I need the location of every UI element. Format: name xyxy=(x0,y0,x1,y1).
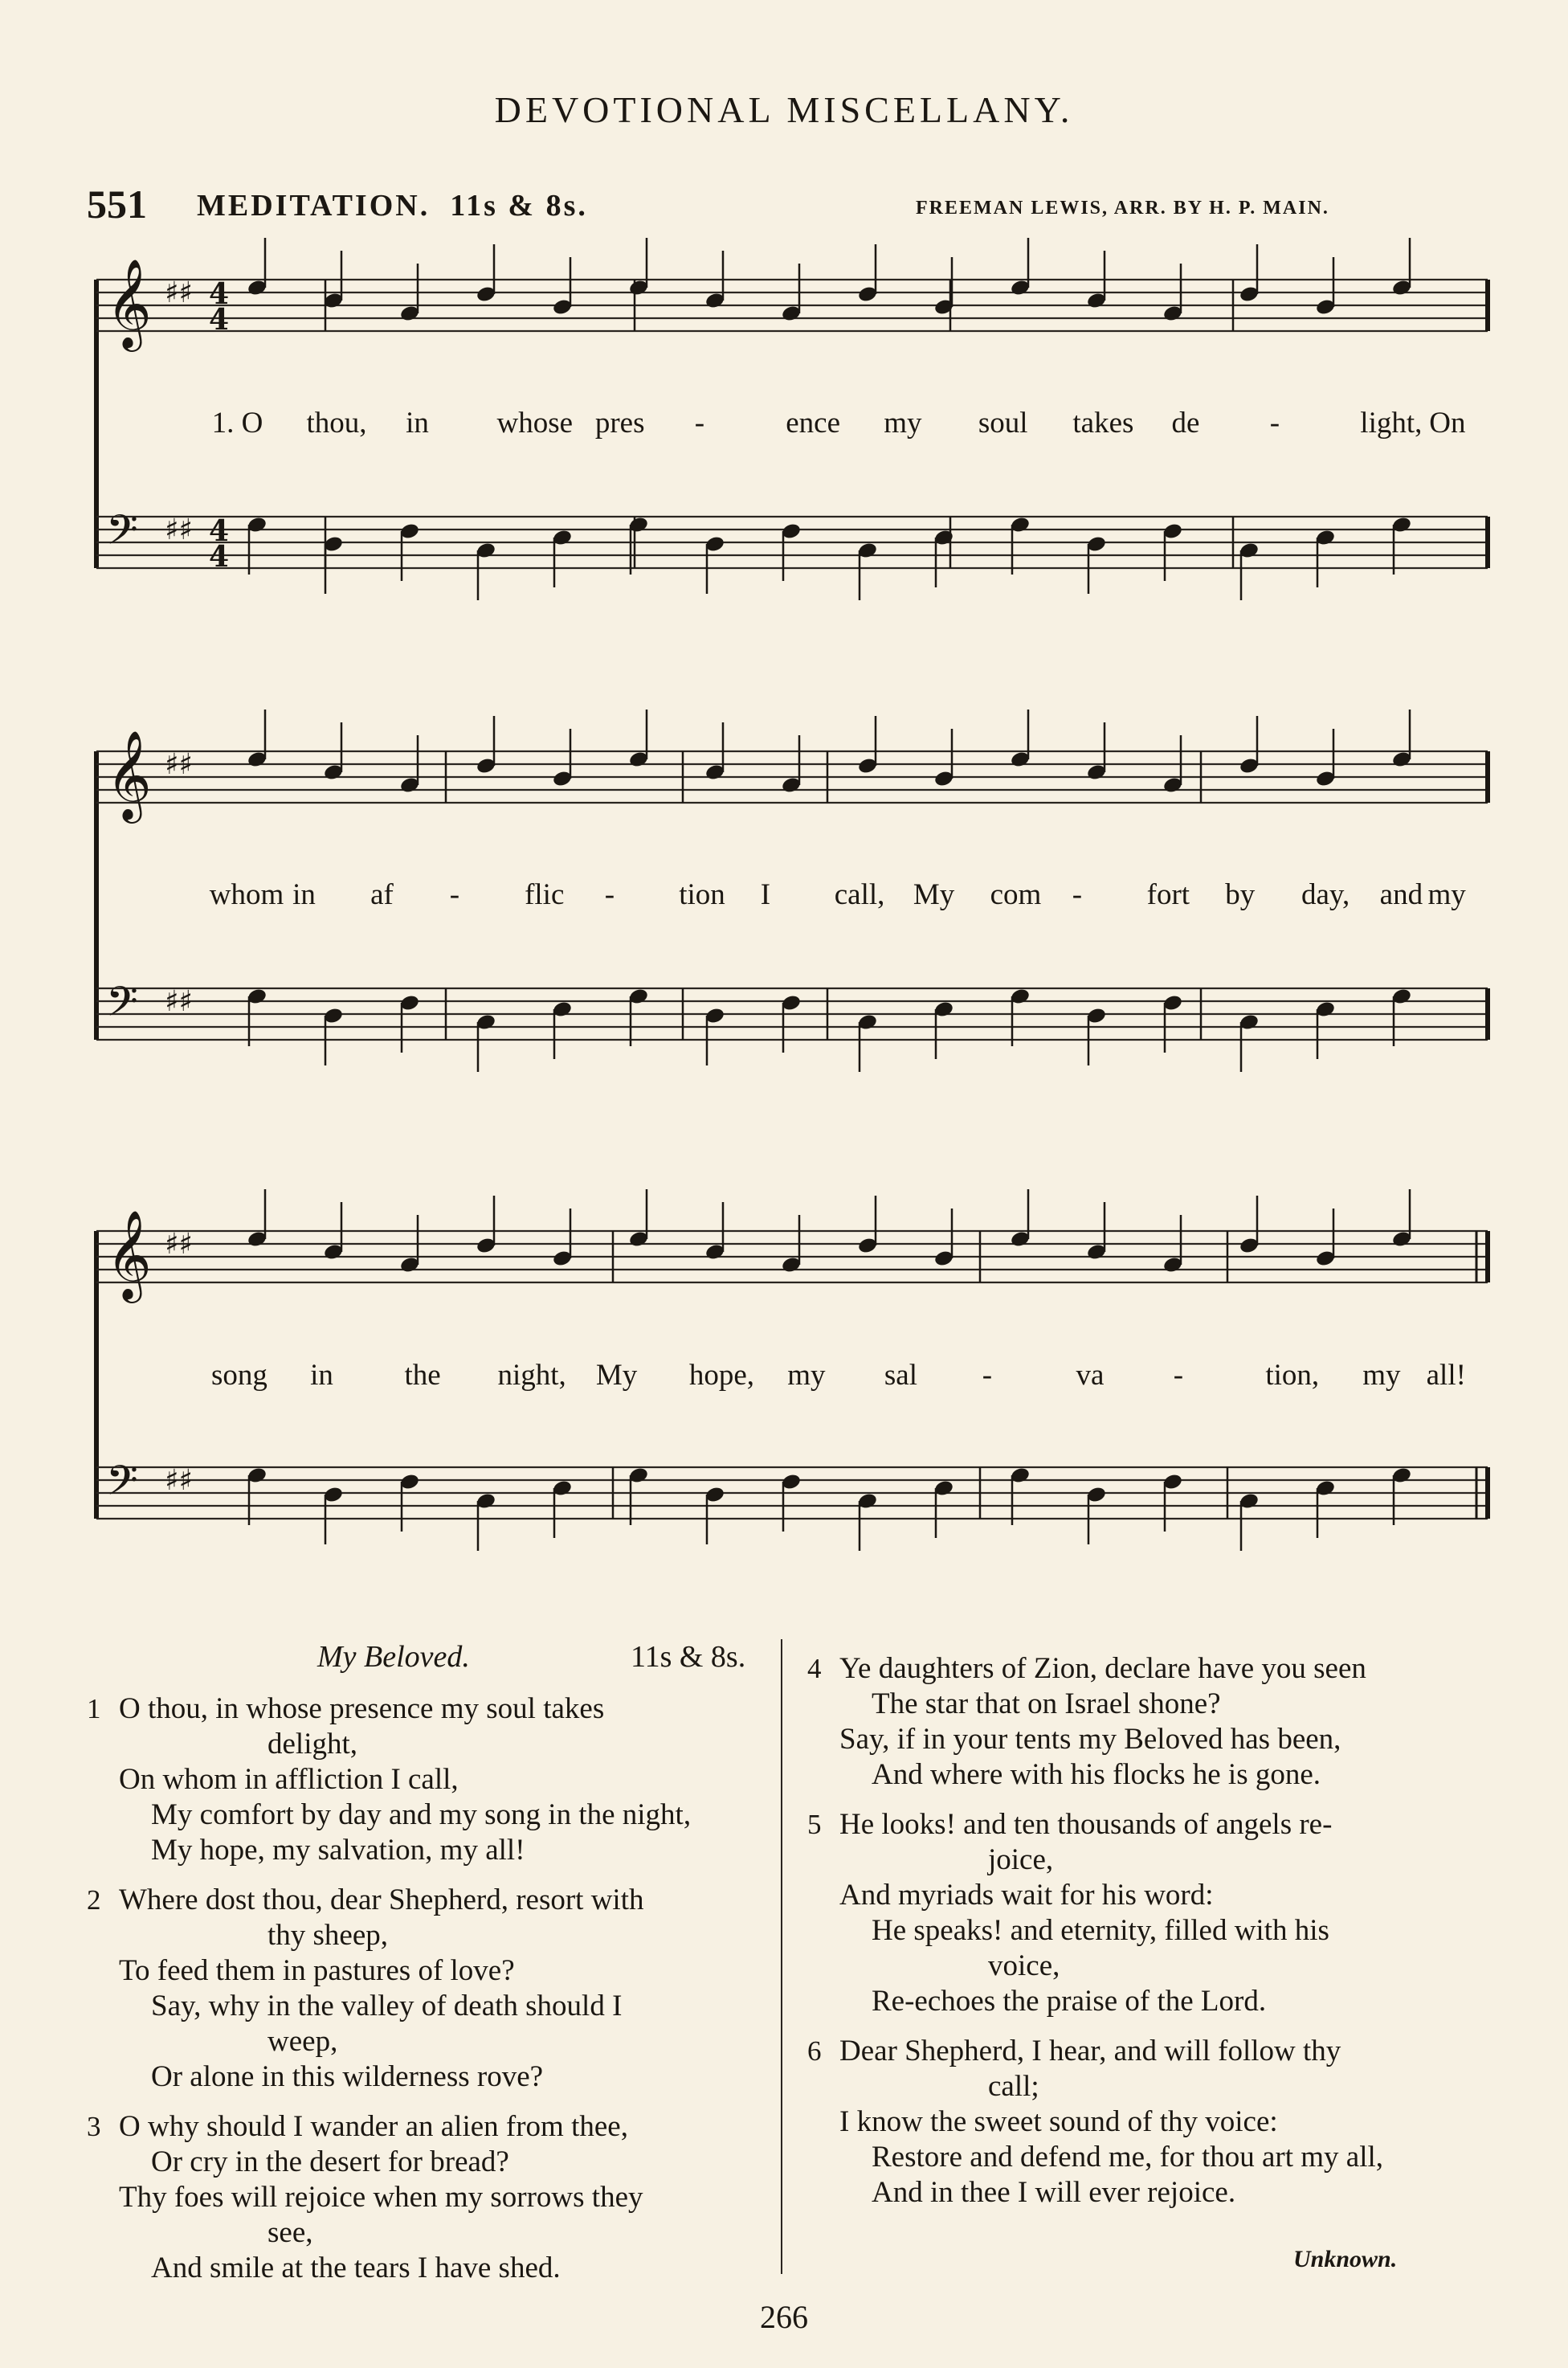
lyric-syllable: de xyxy=(1171,407,1200,440)
text-meter: 11s & 8s. xyxy=(631,1640,746,1674)
lyric-syllable: day, xyxy=(1301,878,1350,911)
verse-line: Dear Shepherd, I hear, and will follow thy xyxy=(839,2035,1341,2067)
verse-line: O thou, in whose presence my soul takes xyxy=(119,1692,605,1725)
lyric-syllable: sal xyxy=(884,1359,917,1392)
verse-line: And smile at the tears I have shed. xyxy=(151,2251,561,2284)
lyric-syllable: - xyxy=(1173,1359,1184,1392)
time-signature: 4 xyxy=(209,303,230,337)
lyric-syllable: my xyxy=(1427,878,1466,911)
bass-clef: 𝄢 xyxy=(106,1456,138,1515)
lyric-syllable: takes xyxy=(1072,407,1134,440)
time-signature: 4 xyxy=(209,277,230,311)
hymn-credit: FREEMAN LEWIS, ARR. BY H. P. MAIN. xyxy=(916,198,1329,219)
verse-line: Thy foes will rejoice when my sorrows they xyxy=(119,2181,643,2214)
lyric-syllable: fort xyxy=(1146,878,1190,911)
verse-line: I know the sweet sound of thy voice: xyxy=(839,2105,1278,2138)
verse-line: Say, if in your tents my Beloved has been, xyxy=(839,1723,1341,1756)
lyric-syllable: - xyxy=(449,878,460,911)
lyric-syllable: - xyxy=(982,1359,993,1392)
author-credit: Unknown. xyxy=(1293,2246,1398,2272)
key-signature: ♯♯ xyxy=(165,1228,193,1261)
verse-line: O why should I wander an alien from thee, xyxy=(119,2110,628,2143)
verse-number: 4 xyxy=(807,1653,822,1684)
bass-clef: 𝄢 xyxy=(106,505,138,564)
verse-line: My hope, my salvation, my all! xyxy=(151,1834,525,1867)
verse-line: On whom in affliction I call, xyxy=(119,1763,459,1796)
lyric-syllable: my xyxy=(787,1359,826,1392)
lyric-syllable: in xyxy=(292,878,316,911)
lyric-syllable: My xyxy=(913,878,955,911)
verse-number: 3 xyxy=(87,2111,101,2142)
time-signature: 4 xyxy=(209,540,230,574)
verse-number: 2 xyxy=(87,1884,101,1916)
lyric-syllable: by xyxy=(1225,878,1256,911)
lyric-syllable: my xyxy=(884,407,922,440)
verse-line: He looks! and ten thousands of angels re- xyxy=(839,1808,1333,1841)
key-signature: ♯♯ xyxy=(165,985,193,1018)
hymn-number: 551 xyxy=(87,182,147,227)
lyric-syllable: - xyxy=(694,407,705,440)
lyric-syllable: pres xyxy=(594,407,645,440)
verse-line: see, xyxy=(267,2216,313,2249)
lyric-syllable: ence xyxy=(786,407,841,440)
verse-line: To feed them in pastures of love? xyxy=(119,1954,515,1987)
verse-number: 1 xyxy=(87,1693,101,1724)
verse-line: thy sheep, xyxy=(267,1919,389,1952)
lyric-syllable: my xyxy=(1362,1359,1401,1392)
lyric-syllable: - xyxy=(604,878,615,911)
treble-clef: 𝄞 xyxy=(106,258,152,348)
bass-clef: 𝄢 xyxy=(106,977,138,1036)
page-number: 266 xyxy=(760,2299,808,2335)
verse-line: Or cry in the desert for bread? xyxy=(151,2145,509,2178)
lyric-syllable: thou, xyxy=(306,407,367,440)
column-divider xyxy=(781,1639,782,2274)
lyric-syllable: tion, xyxy=(1265,1359,1320,1392)
lyric-syllable: whose xyxy=(496,407,574,440)
lyric-syllable: in xyxy=(406,407,429,440)
lyric-syllable: I xyxy=(760,878,771,911)
lyric-syllable: com xyxy=(990,878,1042,911)
lyric-syllable: - xyxy=(1072,878,1083,911)
key-signature: ♯♯ xyxy=(165,276,193,309)
hymn-tune-name: MEDITATION. xyxy=(197,189,431,223)
text-title: My Beloved. xyxy=(317,1640,470,1674)
verse-line: Or alone in this wilderness rove? xyxy=(151,2060,544,2093)
lyric-syllable: tion xyxy=(679,878,725,911)
treble-clef: 𝄞 xyxy=(106,730,152,820)
verse-line: Re-echoes the praise of the Lord. xyxy=(872,1985,1267,2018)
lyric-syllable: flic xyxy=(525,878,565,911)
hymn-meter: 11s & 8s. xyxy=(450,189,588,223)
verse-line: Where dost thou, dear Shepherd, resort with xyxy=(119,1883,644,1916)
lyric-syllable: va xyxy=(1076,1359,1105,1392)
time-signature: 4 xyxy=(209,514,230,548)
lyric-syllable: night, xyxy=(497,1359,566,1392)
key-signature: ♯♯ xyxy=(165,513,193,546)
verse-line: And myriads wait for his word: xyxy=(839,1879,1214,1912)
verse-line: weep, xyxy=(267,2025,338,2058)
verse-number: 6 xyxy=(807,2035,822,2067)
verse-line: Restore and defend me, for thou art my all, xyxy=(872,2141,1384,2174)
verse-line: Ye daughters of Zion, declare have you seen xyxy=(839,1652,1366,1685)
lyric-syllable: My xyxy=(595,1359,638,1392)
verse-line: And in thee I will ever rejoice. xyxy=(872,2176,1236,2209)
lyric-syllable: and xyxy=(1379,878,1423,911)
lyric-syllable: af xyxy=(370,878,394,911)
verse-line: Say, why in the valley of death should I xyxy=(151,1990,623,2022)
verse-number: 5 xyxy=(807,1809,822,1840)
key-signature: ♯♯ xyxy=(165,1464,193,1497)
treble-clef: 𝄞 xyxy=(106,1209,152,1299)
lyric-syllable: soul xyxy=(978,407,1028,440)
verse-line: He speaks! and eternity, filled with his xyxy=(872,1914,1329,1947)
lyric-syllable: light, xyxy=(1360,407,1423,440)
verse-line: And where with his flocks he is gone. xyxy=(872,1758,1321,1791)
verse-line: The star that on Israel shone? xyxy=(872,1687,1221,1720)
verse-line: voice, xyxy=(988,1949,1060,1982)
lyric-syllable: whom xyxy=(209,878,284,911)
verse-line: delight, xyxy=(267,1728,358,1761)
lyric-syllable: in xyxy=(310,1359,333,1392)
lyric-syllable: 1. O xyxy=(211,407,263,440)
verse-line: call; xyxy=(988,2070,1039,2103)
lyric-syllable: - xyxy=(1269,407,1280,440)
key-signature: ♯♯ xyxy=(165,748,193,781)
running-head: DEVOTIONAL MISCELLANY. xyxy=(494,89,1074,130)
verse-line: joice, xyxy=(988,1843,1054,1876)
lyric-syllable: all! xyxy=(1426,1359,1466,1392)
lyric-syllable: hope, xyxy=(688,1359,755,1392)
lyric-syllable: call, xyxy=(834,878,885,911)
lyric-syllable: the xyxy=(404,1359,441,1392)
lyric-syllable: song xyxy=(211,1359,267,1392)
lyric-syllable: On xyxy=(1429,407,1466,440)
verse-line: My comfort by day and my song in the night, xyxy=(151,1798,692,1831)
